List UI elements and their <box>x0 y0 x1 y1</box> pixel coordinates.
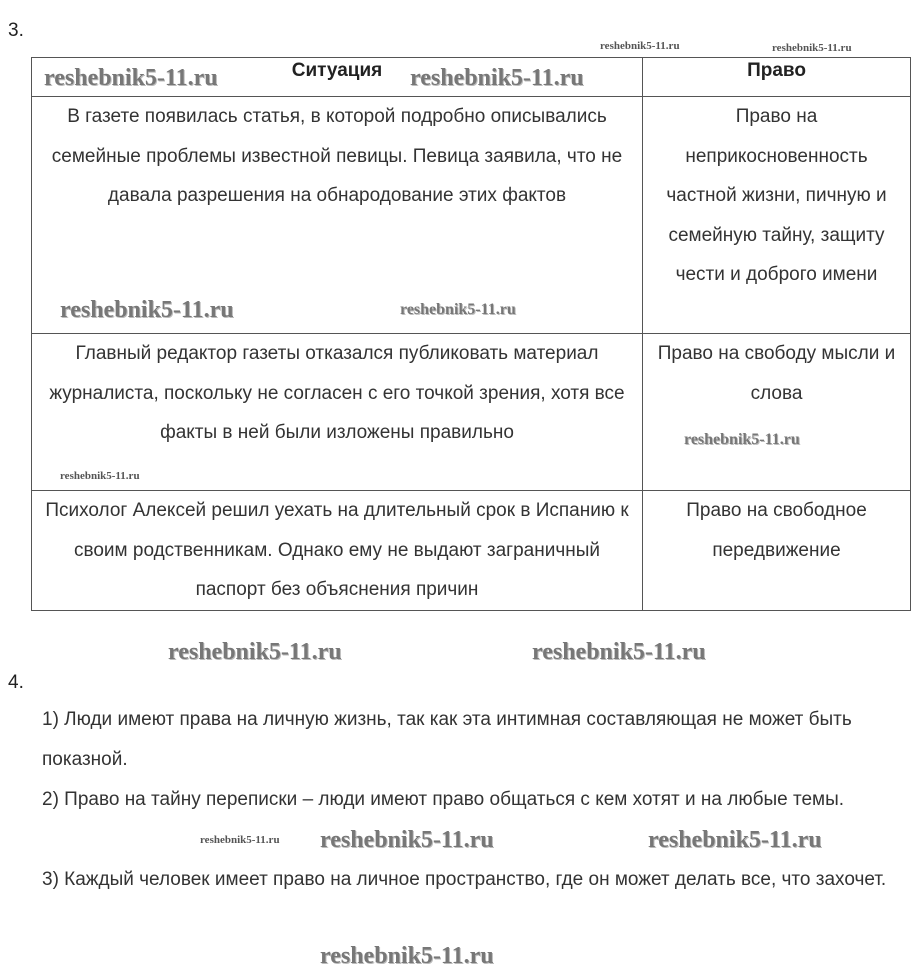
right-cell: Право на свободу мысли и слова <box>643 334 911 491</box>
watermark: reshebnik5-11.ru <box>772 42 852 54</box>
answer-item: 3) Каждый человек имеет право на личное пространство, где он может делать все, что захочет. <box>42 869 887 890</box>
header-right: Право <box>643 58 911 97</box>
right-cell: Право на свободное передвижение <box>643 491 911 611</box>
situation-cell: Главный редактор газеты отказался публиковать материал журналиста, поскольку не согласен с его точкой зрения, хотя все факты в ней были изложены правильно <box>32 334 643 491</box>
watermark: reshebnik5-11.ru <box>600 40 680 52</box>
watermark: reshebnik5-11.ru <box>60 470 140 482</box>
watermark: reshebnik5-11.ru <box>44 65 218 91</box>
watermark: reshebnik5-11.ru <box>320 943 494 969</box>
situation-cell: В газете появилась статья, в которой подробно описывались семейные проблемы известной певицы. Певица заявила, что не давала разрешения на обнародование этих фактов <box>32 97 643 334</box>
watermark: reshebnik5-11.ru <box>168 639 342 665</box>
watermark: reshebnik5-11.ru <box>320 827 494 853</box>
task-4-number: 4. <box>8 672 24 693</box>
answer-item: 1) Люди имеют права на личную жизнь, так как эта интимная составляющая не может быть показной. <box>42 709 852 770</box>
watermark: reshebnik5-11.ru <box>410 65 584 91</box>
watermark: reshebnik5-11.ru <box>400 301 516 318</box>
watermark: reshebnik5-11.ru <box>200 834 280 846</box>
right-cell: Право на неприкосновенность частной жизни, пичную и семейную тайну, защиту чести и доброго имени <box>643 97 911 334</box>
watermark: reshebnik5-11.ru <box>532 639 706 665</box>
watermark: reshebnik5-11.ru <box>648 827 822 853</box>
situation-cell: Психолог Алексей решил уехать на длительный срок в Испанию к своим родственникам. Однако ему не выдают заграничный паспорт без объяснения причин <box>32 491 643 611</box>
watermark: reshebnik5-11.ru <box>60 297 234 323</box>
answer-item: 2) Право на тайну переписки – люди имеют право общаться с кем хотят и на любые темы. <box>42 789 845 810</box>
task-3-number: 3. <box>8 20 24 41</box>
table-row <box>32 491 911 611</box>
rights-table <box>31 57 911 611</box>
watermark: reshebnik5-11.ru <box>684 431 800 448</box>
header-situation: Ситуация <box>32 58 643 97</box>
table-row <box>32 334 911 491</box>
